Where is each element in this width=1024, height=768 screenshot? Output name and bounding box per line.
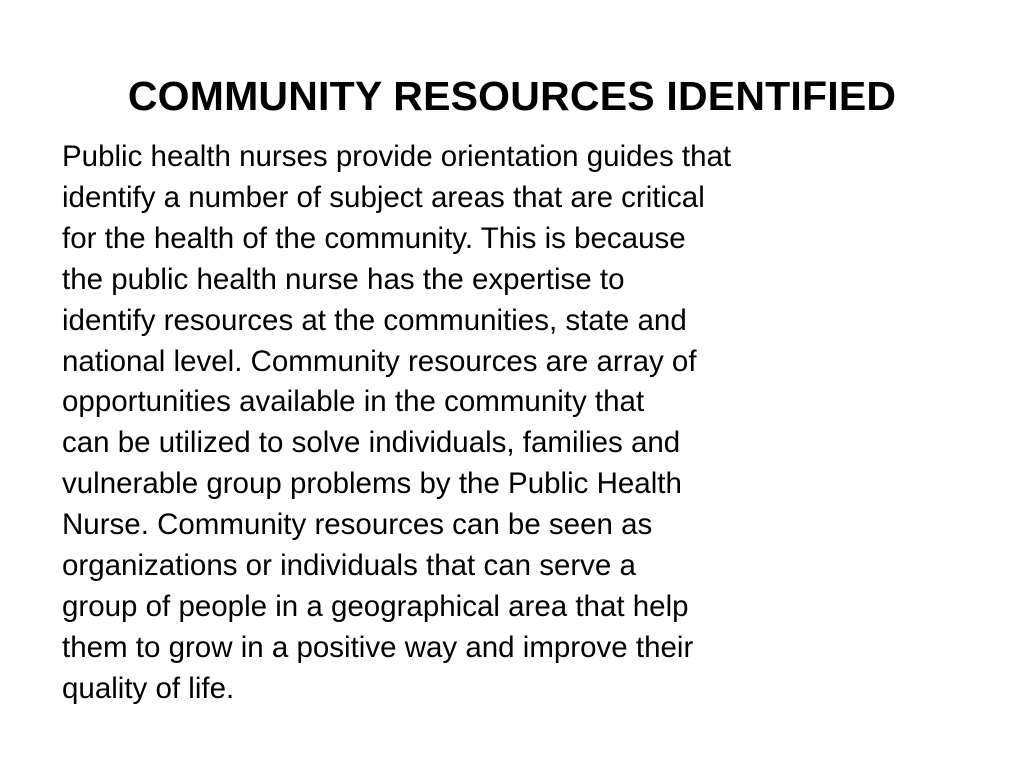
body-line: vulnerable group problems by the Public Health bbox=[62, 467, 682, 501]
body-line: national level. Community resources are array of bbox=[62, 344, 697, 378]
body-line: Public health nurses provide orientation guides that bbox=[62, 140, 732, 173]
body-line: can be utilized to solve individuals, families and bbox=[62, 426, 681, 460]
body-line: identify a number of subject areas that are critical bbox=[62, 180, 705, 214]
slide-title: COMMUNITY RESOURCES IDENTIFIED bbox=[127, 73, 897, 119]
body-line: identify resources at the communities, state and bbox=[62, 303, 687, 337]
body-line: organizations or individuals that can serve a bbox=[62, 549, 636, 583]
body-line: quality of life. bbox=[62, 671, 235, 705]
body-line: them to grow in a positive way and improve their bbox=[62, 630, 694, 664]
body-line: for the health of the community. This is because bbox=[62, 221, 686, 255]
body-line: group of people in a geographical area that help bbox=[62, 589, 689, 623]
body-line: opportunities available in the community that bbox=[62, 385, 645, 419]
slide-body-text bbox=[62, 137, 1006, 710]
body-line: the public health nurse has the expertise to bbox=[62, 262, 625, 296]
body-line: Nurse. Community resources can be seen as bbox=[62, 508, 653, 542]
